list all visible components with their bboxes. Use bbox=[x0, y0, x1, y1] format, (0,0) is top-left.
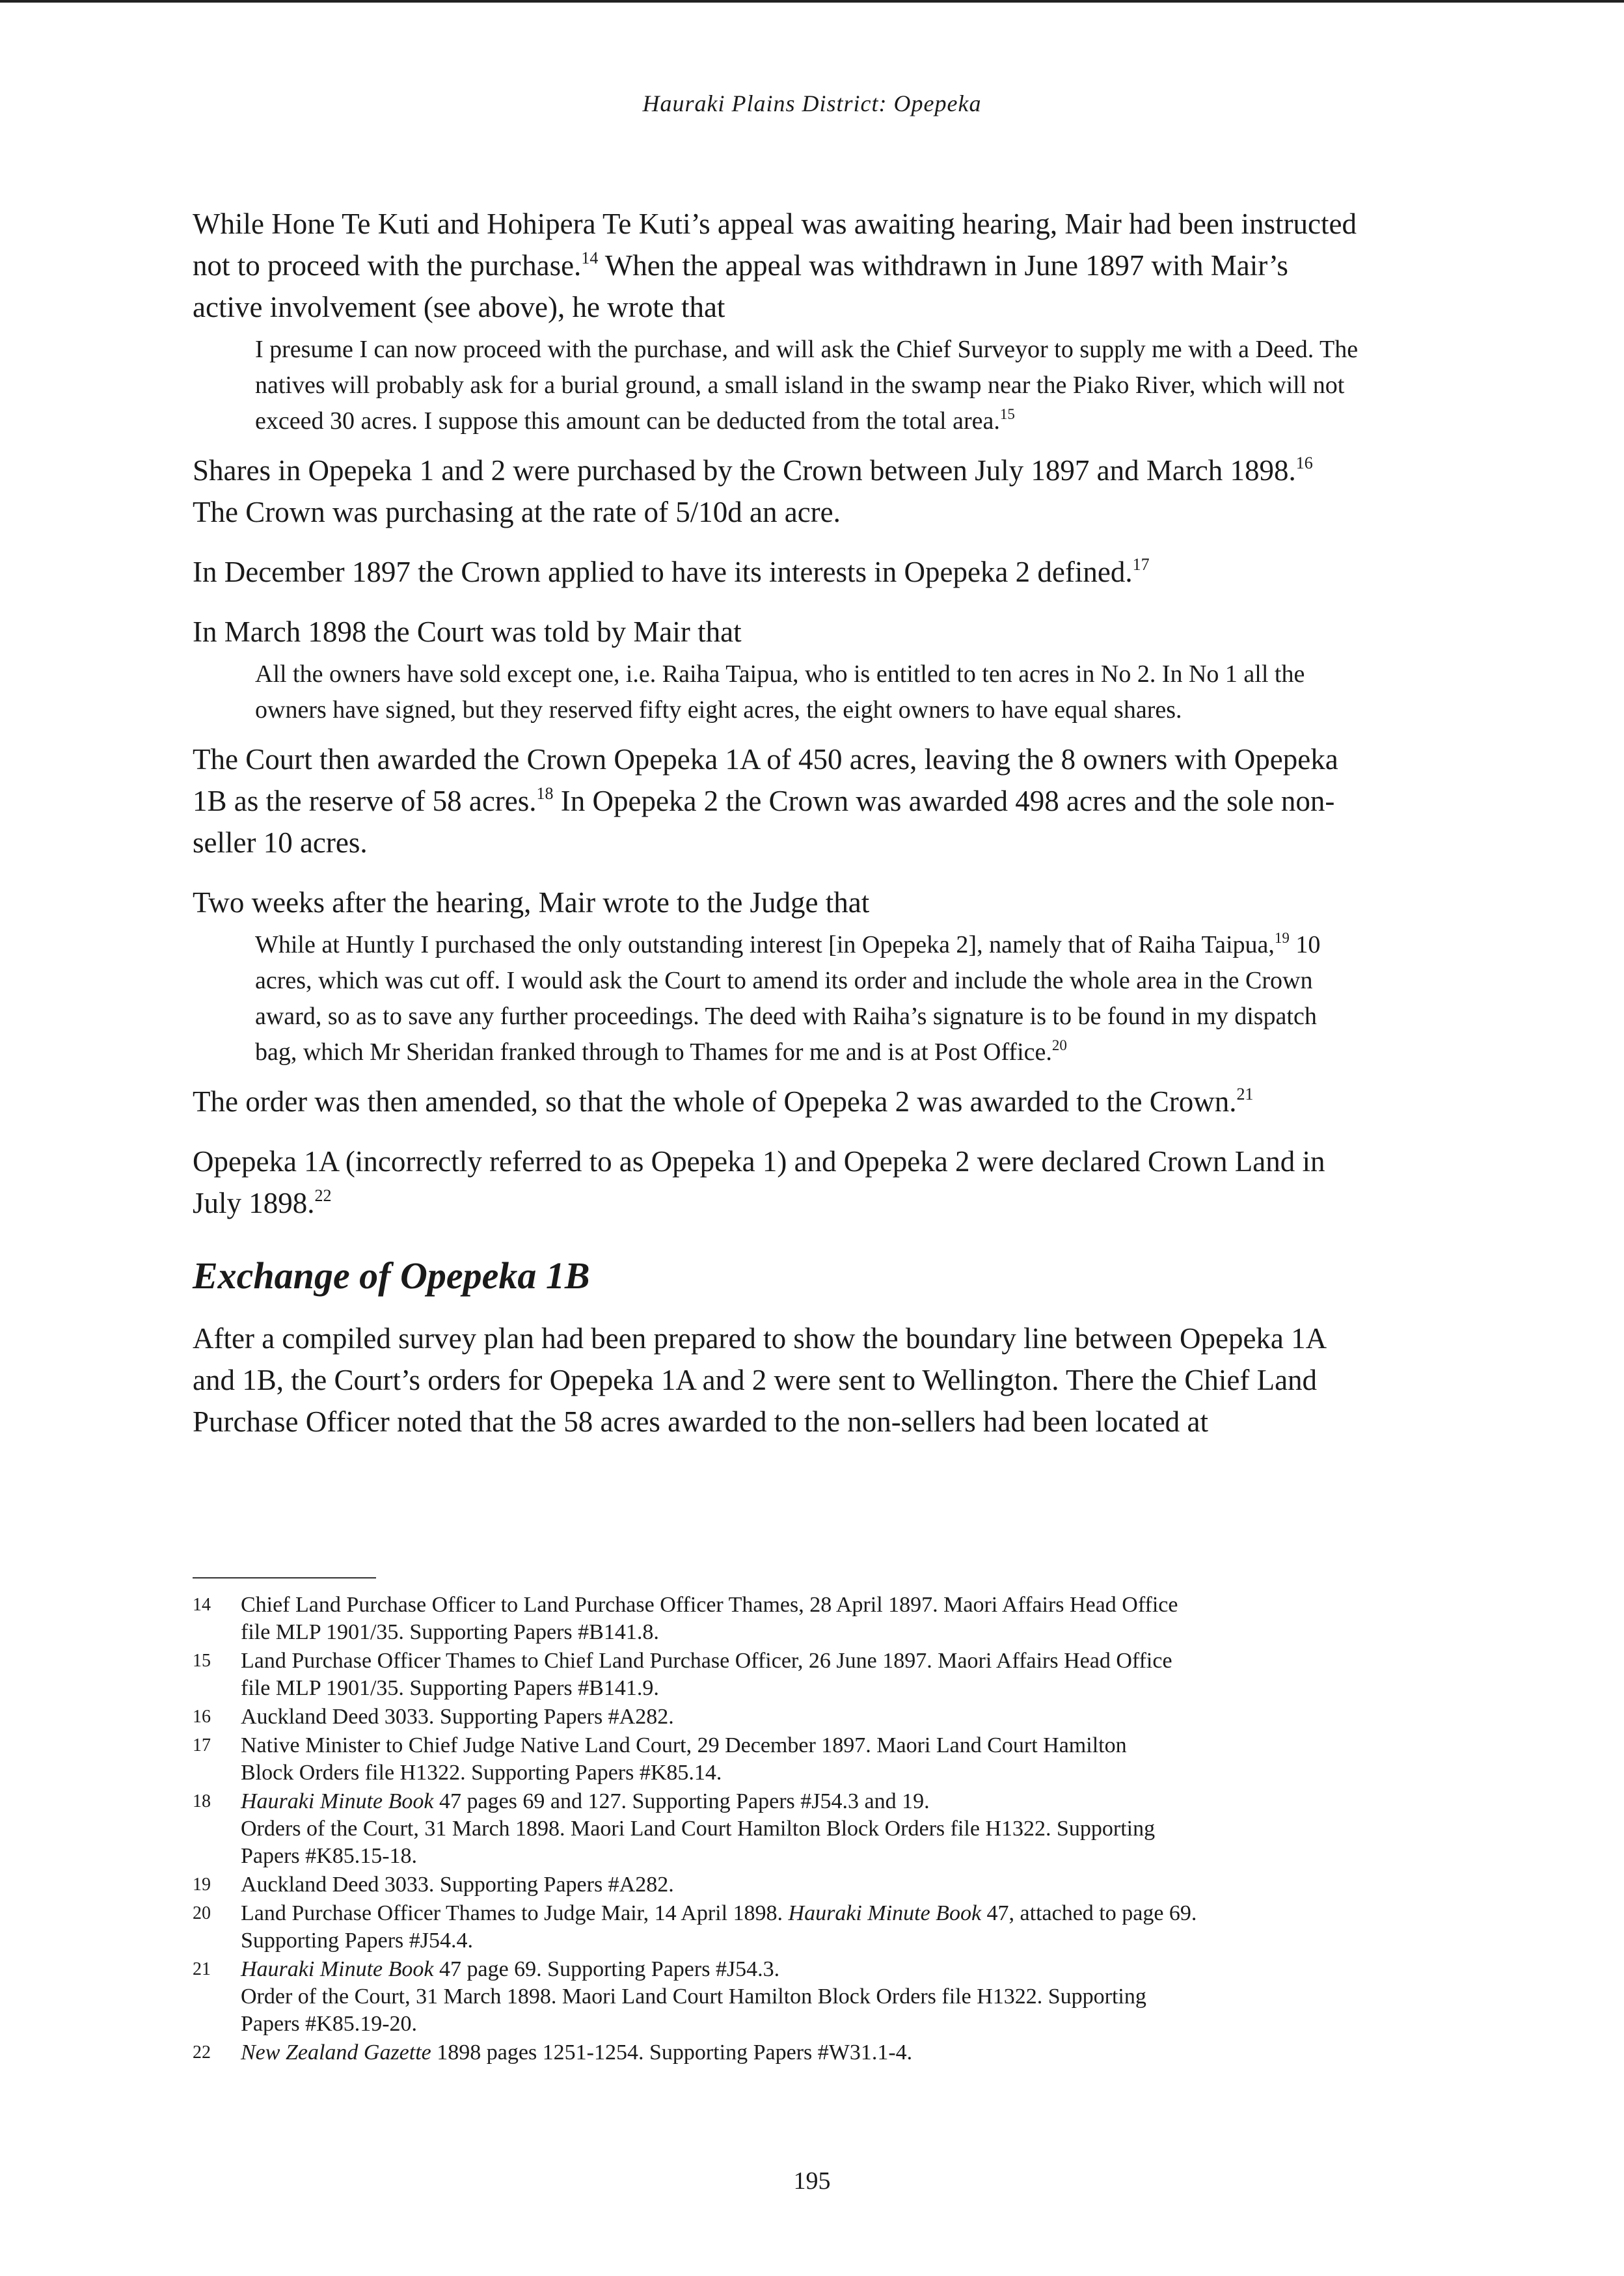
paragraph-text: When the appeal was withdrawn in June 1897 with Mair’s active involvement (see above), he wrote that bbox=[193, 249, 1288, 323]
running-header: Hauraki Plains District: Opepeka bbox=[642, 90, 982, 116]
footnote-ref[interactable]: 20 bbox=[1051, 1037, 1067, 1053]
paragraph bbox=[193, 551, 1360, 593]
footnote-title: Hauraki Minute Book bbox=[788, 1901, 982, 1925]
paragraph-text: Two weeks after the hearing, Mair wrote to the Judge that bbox=[193, 886, 870, 919]
paragraph-text: Shares in Opepeka 1 and 2 were purchased by the Crown between July 1897 and March 1898. bbox=[193, 454, 1296, 487]
paragraph-text: The order was then amended, so that the whole of Opepeka 2 was awarded to the Crown. bbox=[193, 1085, 1237, 1118]
footnote-line: Papers #K85.15-18. bbox=[241, 1844, 418, 1868]
paragraph bbox=[193, 611, 1360, 653]
footnote-line: Papers #K85.19-20. bbox=[241, 2012, 418, 2036]
paragraph-text: In Opepeka 2 the Crown was awarded 498 acres and the sole non-seller 10 acres. bbox=[193, 785, 1335, 859]
footnote-line: Auckland Deed 3033. Supporting Papers #A282. bbox=[241, 1705, 674, 1729]
footnote-line: Chief Land Purchase Officer to Land Purchase Officer Thames, 28 April 1897. Maori Affairs Head Office bbox=[241, 1593, 1178, 1617]
footnote-line: 47, attached to page 69. bbox=[981, 1901, 1197, 1925]
footnote-text bbox=[241, 1956, 1364, 2038]
footnote-line: Native Minister to Chief Judge Native Land Court, 29 December 1897. Maori Land Court Hamilton bbox=[241, 1733, 1127, 1757]
footnote-17 bbox=[193, 1732, 1364, 1787]
footnote-22 bbox=[193, 2039, 1364, 2066]
paragraph-text: Opepeka 1A (incorrectly referred to as Opepeka 1) and Opepeka 2 were declared Crown Land in July 1898. bbox=[193, 1145, 1325, 1219]
footnote-ref[interactable]: 19 bbox=[1274, 930, 1290, 946]
paragraph-text: The Court then awarded the Crown Opepeka 1A of 450 acres, leaving the 8 owners with Opepeka 1B as the reserve of 58 acres. bbox=[193, 743, 1338, 817]
footnote-line: Supporting Papers #J54.4. bbox=[241, 1929, 473, 1953]
footnote-19 bbox=[193, 1871, 1364, 1899]
quote-text: While at Huntly I purchased the only outstanding interest [in Opepeka 2], namely that of Raiha Taipua, bbox=[255, 931, 1275, 958]
footnote-title: New Zealand Gazette bbox=[241, 2040, 431, 2065]
footnote-text bbox=[241, 1900, 1364, 1955]
footnote-text bbox=[241, 1647, 1364, 1702]
footnote-line: 47 page 69. Supporting Papers #J54.3. bbox=[433, 1957, 780, 1981]
footnote-number: 18 bbox=[193, 1791, 211, 1811]
footnote-title: Hauraki Minute Book bbox=[241, 1957, 434, 1981]
footnote-18 bbox=[193, 1788, 1364, 1870]
footnote-number: 22 bbox=[193, 2042, 211, 2063]
footnote-rule bbox=[193, 1577, 376, 1578]
footnote-line: file MLP 1901/35. Supporting Papers #B141.9. bbox=[241, 1676, 659, 1700]
body-text bbox=[193, 203, 1360, 1461]
footnote-line: Land Purchase Officer Thames to Chief Land Purchase Officer, 26 June 1897. Maori Affairs Head Office bbox=[241, 1649, 1172, 1673]
footnote-line: Auckland Deed 3033. Supporting Papers #A282. bbox=[241, 1873, 674, 1897]
footnote-ref[interactable]: 15 bbox=[999, 406, 1015, 422]
footnote-ref[interactable]: 18 bbox=[536, 784, 554, 803]
footnote-15 bbox=[193, 1647, 1364, 1702]
footnote-text bbox=[241, 1732, 1364, 1787]
footnote-ref[interactable]: 21 bbox=[1236, 1085, 1254, 1104]
footnote-line: 47 pages 69 and 127. Supporting Papers #J54.3 and 19. bbox=[433, 1789, 930, 1813]
footnote-number: 14 bbox=[193, 1595, 211, 1615]
paragraph bbox=[193, 1318, 1360, 1443]
footnote-text bbox=[241, 2039, 1364, 2066]
footnote-number: 20 bbox=[193, 1903, 211, 1923]
paragraph-text: The Crown was purchasing at the rate of 5/10d an acre. bbox=[193, 496, 841, 528]
footnote-ref[interactable]: 22 bbox=[314, 1186, 332, 1205]
section-heading: Exchange of Opepeka 1B bbox=[193, 1254, 590, 1297]
footnote-text bbox=[241, 1703, 1364, 1731]
paragraph bbox=[193, 1141, 1360, 1224]
footnote-number: 15 bbox=[193, 1651, 211, 1671]
page-number: 195 bbox=[793, 2167, 831, 2195]
paragraph bbox=[193, 882, 1360, 923]
footnote-line: file MLP 1901/35. Supporting Papers #B141.8. bbox=[241, 1620, 659, 1644]
footnote-number: 17 bbox=[193, 1735, 211, 1755]
block-quote bbox=[255, 657, 1360, 728]
footnote-number: 16 bbox=[193, 1707, 211, 1727]
footnote-ref[interactable]: 16 bbox=[1295, 454, 1313, 472]
footnote-line: Order of the Court, 31 March 1898. Maori Land Court Hamilton Block Orders file H1322. Supporting bbox=[241, 1985, 1146, 2009]
footnote-text bbox=[241, 1592, 1364, 1646]
footnote-text bbox=[241, 1871, 1364, 1899]
quote-text: I presume I can now proceed with the purchase, and will ask the Chief Surveyor to supply me with a Deed. The natives will probably ask for a burial ground, a small island in the swamp near the Piako River, which will not exceed 30 acres. I suppose this amount can be deducted from the total area. bbox=[255, 336, 1359, 435]
footnote-text-segment: Land Purchase Officer Thames to Judge Mair, 14 April 1898. bbox=[241, 1901, 789, 1925]
paragraph bbox=[193, 450, 1360, 533]
paragraph-text: In December 1897 the Crown applied to have its interests in Opepeka 2 defined. bbox=[193, 556, 1133, 588]
footnote-title: Hauraki Minute Book bbox=[241, 1789, 434, 1813]
footnote-number: 19 bbox=[193, 1875, 211, 1895]
top-rule bbox=[0, 0, 1624, 3]
footnote-line: 1898 pages 1251-1254. Supporting Papers #W31.1-4. bbox=[431, 2040, 913, 2065]
quote-text: All the owners have sold except one, i.e. Raiha Taipua, who is entitled to ten acres in No 2. In No 1 all the owners have signed, but they reserved fifty eight acres, the eight owners to have equal shares. bbox=[255, 660, 1305, 724]
paragraph-text: After a compiled survey plan had been prepared to show the boundary line between Opepeka 1A and 1B, the Court’s orders for Opepeka 1A and 2 were sent to Wellington. There the Chief Land Purchase Officer noted that the 58 acres awarded to the non-sellers had been located at bbox=[193, 1322, 1325, 1438]
footnote-14 bbox=[193, 1592, 1364, 1646]
footnote-line: Orders of the Court, 31 March 1898. Maori Land Court Hamilton Block Orders file H1322. Supporting bbox=[241, 1817, 1156, 1841]
paragraph bbox=[193, 203, 1360, 328]
footnote-line: Block Orders file H1322. Supporting Papers #K85.14. bbox=[241, 1761, 722, 1785]
footnote-20 bbox=[193, 1900, 1364, 1955]
footnote-text bbox=[241, 1788, 1364, 1870]
paragraph-text: While Hone Te Kuti and Hohipera Te Kuti’s appeal was awaiting hearing, Mair had been instructed not to proceed with the purchase. bbox=[193, 208, 1357, 282]
footnote-16 bbox=[193, 1703, 1364, 1731]
footnote-21 bbox=[193, 1956, 1364, 2038]
block-quote bbox=[255, 927, 1360, 1070]
quote-text: 10 acres, which was cut off. I would ask the Court to amend its order and include the whole area in the Crown award, so as to save any further proceedings. The deed with Raiha’s signature is to be found in my dispatch bag, which Mr Sheridan franked through to Thames for me and is at Post Office. bbox=[255, 931, 1321, 1066]
block-quote bbox=[255, 332, 1360, 439]
paragraph bbox=[193, 1081, 1360, 1122]
footnote-number: 21 bbox=[193, 1959, 211, 1979]
paragraph bbox=[193, 738, 1360, 863]
footnote-ref[interactable]: 14 bbox=[581, 249, 599, 267]
footnote-ref[interactable]: 17 bbox=[1132, 555, 1150, 574]
paragraph-text: In March 1898 the Court was told by Mair that bbox=[193, 616, 742, 648]
footnotes bbox=[193, 1592, 1364, 2068]
